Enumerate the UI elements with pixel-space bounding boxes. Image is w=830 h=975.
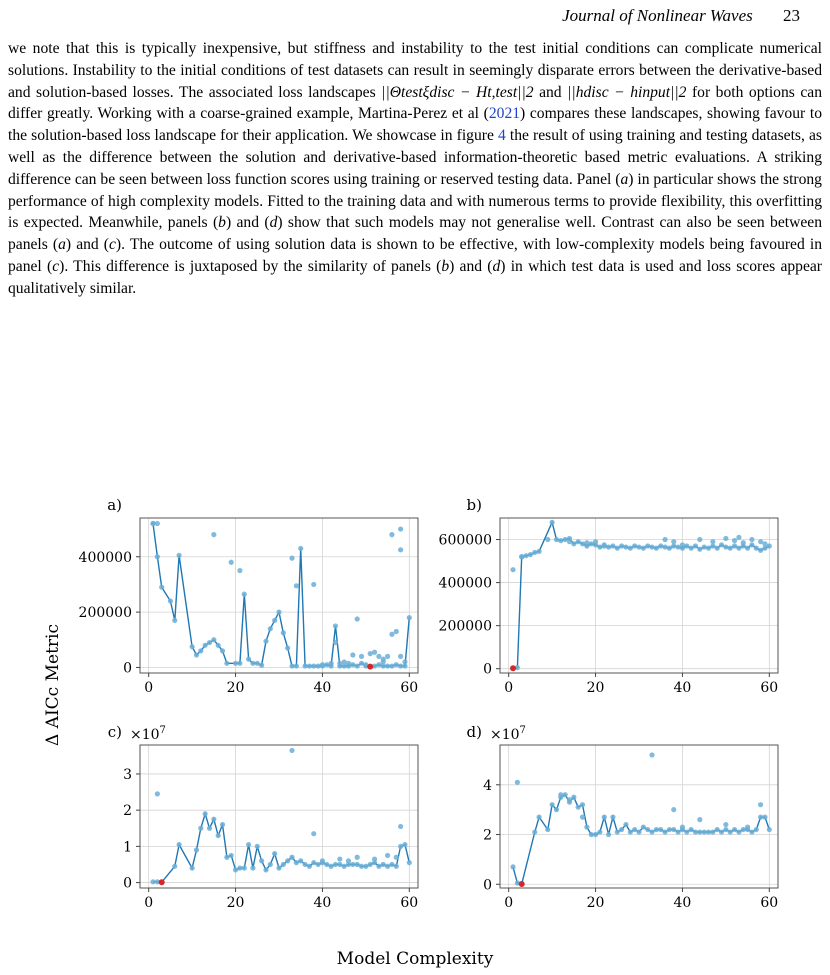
y-tick-label: 2 xyxy=(123,803,132,820)
data-point xyxy=(680,542,685,547)
data-point xyxy=(606,832,611,837)
x-tick-label: 60 xyxy=(400,680,419,696)
data-point xyxy=(263,867,268,872)
data-point xyxy=(337,856,342,861)
data-point xyxy=(532,550,537,555)
panel-ref: d xyxy=(492,257,501,275)
data-point xyxy=(558,538,563,543)
data-point xyxy=(272,851,277,856)
data-point xyxy=(285,645,290,650)
data-point xyxy=(394,864,399,869)
series-line xyxy=(513,795,769,884)
data-point xyxy=(671,827,676,832)
x-tick-label: 20 xyxy=(586,895,605,911)
data-point xyxy=(510,567,515,572)
data-point xyxy=(697,817,702,822)
data-point xyxy=(359,654,364,659)
data-point xyxy=(203,643,208,648)
data-point xyxy=(250,865,255,870)
data-point xyxy=(593,832,598,837)
data-point xyxy=(545,827,550,832)
data-point xyxy=(532,829,537,834)
data-point xyxy=(571,795,576,800)
y-tick-label: 4 xyxy=(483,777,492,794)
data-point xyxy=(311,582,316,587)
data-point xyxy=(593,539,598,544)
best-model-point xyxy=(159,879,165,885)
x-tick-label: 40 xyxy=(313,895,332,911)
data-point xyxy=(294,583,299,588)
data-point xyxy=(702,544,707,549)
data-point xyxy=(558,792,563,797)
data-point xyxy=(281,862,286,867)
y-tick-label: 2 xyxy=(483,827,492,844)
data-point xyxy=(749,829,754,834)
data-point xyxy=(536,549,541,554)
y-tick-label: 200000 xyxy=(78,605,132,622)
data-point xyxy=(510,864,515,869)
aicc-figure xyxy=(0,480,830,975)
data-point xyxy=(732,827,737,832)
best-model-point xyxy=(367,664,373,670)
data-point xyxy=(346,661,351,666)
data-point xyxy=(623,544,628,549)
data-point xyxy=(194,847,199,852)
data-point xyxy=(628,829,633,834)
data-point xyxy=(259,858,264,863)
panel-ref: b xyxy=(218,214,226,232)
data-point xyxy=(198,648,203,653)
data-point xyxy=(255,844,260,849)
data-point xyxy=(576,805,581,810)
data-point xyxy=(320,858,325,863)
data-point xyxy=(767,827,772,832)
x-tick-label: 40 xyxy=(673,680,692,696)
data-point xyxy=(246,657,251,662)
data-point xyxy=(268,862,273,867)
data-point xyxy=(602,815,607,820)
data-point xyxy=(394,855,399,860)
data-point xyxy=(736,829,741,834)
text-run: ) and ( xyxy=(65,236,109,254)
data-point xyxy=(649,544,654,549)
y-tick-label: 0 xyxy=(123,875,132,892)
data-point xyxy=(754,827,759,832)
y-tick-label: 0 xyxy=(123,660,132,677)
x-tick-label: 60 xyxy=(760,895,779,911)
panel-label: a) xyxy=(107,496,122,514)
data-point xyxy=(176,842,181,847)
data-point xyxy=(715,827,720,832)
data-point xyxy=(741,540,746,545)
data-point xyxy=(649,829,654,834)
panel-label: b) xyxy=(466,496,482,514)
data-point xyxy=(645,827,650,832)
text-run: ) and ( xyxy=(225,214,270,232)
data-point xyxy=(728,829,733,834)
data-point xyxy=(602,542,607,547)
data-point xyxy=(172,864,177,869)
data-point xyxy=(398,526,403,531)
panel-ref: d xyxy=(269,214,278,232)
math-norm-2: ||hdisc − hinput||2 xyxy=(567,83,687,101)
data-point xyxy=(385,853,390,858)
data-point xyxy=(689,827,694,832)
data-point xyxy=(649,752,654,757)
data-point xyxy=(710,539,715,544)
data-point xyxy=(211,637,216,642)
data-point xyxy=(762,815,767,820)
data-point xyxy=(719,829,724,834)
data-point xyxy=(311,831,316,836)
data-point xyxy=(580,815,585,820)
data-point xyxy=(281,630,286,635)
text-run: ) show that such models may not generalise well. Contrast can also be seen between panels ( xyxy=(8,214,822,254)
data-point xyxy=(762,541,767,546)
data-point xyxy=(597,829,602,834)
text-run: we note that this is typically inexpensive, but stiffness and instability to the test initial conditions can complicate numerical solutions. Instability to the initial conditions of test datasets can result in seemingly disparate errors between the derivative-based and solution-based losses. The associated loss landscapes xyxy=(8,40,822,101)
data-point xyxy=(662,537,667,542)
data-point xyxy=(263,639,268,644)
data-point xyxy=(229,853,234,858)
data-point xyxy=(389,632,394,637)
data-point xyxy=(554,807,559,812)
figure-ylabel: Δ AICc Metric xyxy=(43,624,63,746)
data-point xyxy=(658,827,663,832)
data-point xyxy=(641,824,646,829)
x-tick-label: 0 xyxy=(144,895,154,911)
data-point xyxy=(636,544,641,549)
text-run: ) and ( xyxy=(449,257,493,275)
data-point xyxy=(381,659,386,664)
x-tick-label: 0 xyxy=(144,680,154,696)
data-point xyxy=(636,829,641,834)
data-point xyxy=(237,661,242,666)
data-point xyxy=(693,543,698,548)
plot-frame xyxy=(140,518,418,673)
data-point xyxy=(723,822,728,827)
text-run: for both options can differ greatly. Working with a coarse-grained example, Martina-Perez et al ( xyxy=(8,83,823,123)
data-point xyxy=(623,822,628,827)
data-point xyxy=(658,543,663,548)
panel-ref: c xyxy=(52,257,60,275)
data-point xyxy=(407,860,412,865)
data-point xyxy=(545,537,550,542)
data-point xyxy=(246,842,251,847)
data-point xyxy=(216,643,221,648)
plot-frame xyxy=(500,745,778,888)
data-point xyxy=(732,538,737,543)
data-point xyxy=(203,811,208,816)
data-point xyxy=(619,827,624,832)
data-point xyxy=(376,654,381,659)
data-point xyxy=(610,815,615,820)
data-point xyxy=(155,554,160,559)
data-point xyxy=(276,865,281,870)
data-point xyxy=(736,535,741,540)
data-point xyxy=(168,598,173,603)
data-point xyxy=(355,663,360,668)
data-point xyxy=(333,640,338,645)
panel-label: c) xyxy=(107,723,122,741)
data-point xyxy=(220,648,225,653)
data-point xyxy=(207,640,212,645)
data-point xyxy=(320,662,325,667)
data-point xyxy=(211,532,216,537)
data-point xyxy=(632,543,637,548)
citation-link[interactable]: 2021 xyxy=(488,105,521,123)
running-header xyxy=(0,6,800,26)
data-point xyxy=(536,815,541,820)
axis-scale-label: $\times 10^7$ xyxy=(490,725,526,743)
chart-panel-4 xyxy=(467,723,779,911)
data-point xyxy=(229,560,234,565)
y-tick-label: 600000 xyxy=(438,532,492,549)
data-point xyxy=(615,829,620,834)
y-tick-label: 400000 xyxy=(78,549,132,566)
data-point xyxy=(350,652,355,657)
data-point xyxy=(355,855,360,860)
best-model-point xyxy=(510,665,516,671)
data-point xyxy=(194,652,199,657)
data-point xyxy=(385,654,390,659)
data-point xyxy=(580,802,585,807)
data-point xyxy=(697,537,702,542)
data-point xyxy=(632,827,637,832)
data-point xyxy=(276,610,281,615)
data-point xyxy=(394,629,399,634)
data-point xyxy=(155,521,160,526)
data-point xyxy=(355,616,360,621)
text-run: ) in which test data is used and loss scores appear qualitatively similar. xyxy=(8,257,822,297)
data-point xyxy=(216,833,221,838)
chart-panel-1 xyxy=(79,496,419,696)
data-point xyxy=(329,661,334,666)
data-point xyxy=(372,856,377,861)
data-point xyxy=(259,663,264,668)
y-tick-label: 200000 xyxy=(438,618,492,635)
data-point xyxy=(680,824,685,829)
data-point xyxy=(550,802,555,807)
series-line xyxy=(153,814,409,882)
data-point xyxy=(272,618,277,623)
data-point xyxy=(398,824,403,829)
x-tick-label: 0 xyxy=(504,895,514,911)
data-point xyxy=(346,858,351,863)
data-point xyxy=(749,537,754,542)
data-point xyxy=(584,824,589,829)
data-point xyxy=(220,822,225,827)
figure-link[interactable]: 4 xyxy=(497,127,506,145)
data-point xyxy=(190,865,195,870)
data-point xyxy=(268,626,273,631)
data-point xyxy=(662,544,667,549)
data-point xyxy=(584,540,589,545)
panel-ref: a xyxy=(620,170,629,188)
data-point xyxy=(285,858,290,863)
data-point xyxy=(723,536,728,541)
data-point xyxy=(402,659,407,664)
data-point xyxy=(389,532,394,537)
data-point xyxy=(172,618,177,623)
body-paragraph xyxy=(8,38,822,300)
data-point xyxy=(190,644,195,649)
data-point xyxy=(333,623,338,628)
data-point xyxy=(723,544,728,549)
data-point xyxy=(407,615,412,620)
data-point xyxy=(675,829,680,834)
x-tick-label: 20 xyxy=(586,680,605,696)
data-point xyxy=(289,855,294,860)
data-point xyxy=(749,542,754,547)
x-tick-label: 20 xyxy=(226,680,245,696)
text-run: and xyxy=(533,83,568,101)
text-run: the result of using training and testing datasets, as well as the difference between the solution and derivative-based information-theoretic based metric evaluations. A striking difference can be seen between loss function scores using training or reserved testing data. Panel ( xyxy=(8,127,822,188)
data-point xyxy=(715,546,720,551)
y-tick-label: 400000 xyxy=(438,575,492,592)
data-point xyxy=(671,539,676,544)
x-tick-label: 60 xyxy=(760,680,779,696)
data-point xyxy=(645,543,650,548)
data-point xyxy=(662,829,667,834)
data-point xyxy=(289,556,294,561)
data-point xyxy=(723,827,728,832)
page-number: 23 xyxy=(783,6,800,25)
data-point xyxy=(550,520,555,525)
data-point xyxy=(289,748,294,753)
panel-ref: b xyxy=(441,257,450,275)
data-point xyxy=(398,654,403,659)
data-point xyxy=(176,553,181,558)
data-point xyxy=(198,826,203,831)
data-point xyxy=(242,592,247,597)
axis-scale-label: $\times 10^7$ xyxy=(130,725,166,743)
text-run: ) compares these landscapes, showing favour to the solution-based loss landscape for their application. We showcase in figure xyxy=(8,105,822,145)
best-model-point xyxy=(519,881,525,887)
data-point xyxy=(294,663,299,668)
y-tick-label: 3 xyxy=(123,766,132,783)
data-point xyxy=(745,824,750,829)
x-tick-label: 0 xyxy=(504,680,514,696)
journal-name: Journal of Nonlinear Waves xyxy=(562,6,753,25)
panel-label: d) xyxy=(466,723,482,741)
panel-ref: c xyxy=(109,236,116,254)
text-run: ) in particular shows the strong performance of high complexity models. Fitted to the training data and with numerous terms to provide flexibility, this overfitting is expected. Meanwhile, panels ( xyxy=(8,170,822,232)
data-point xyxy=(745,546,750,551)
data-point xyxy=(523,553,528,558)
data-point xyxy=(758,802,763,807)
data-point xyxy=(710,829,715,834)
y-tick-label: 0 xyxy=(483,661,492,678)
data-point xyxy=(515,780,520,785)
data-point xyxy=(298,858,303,863)
data-point xyxy=(224,661,229,666)
data-point xyxy=(207,826,212,831)
text-run: ). This difference is juxtaposed by the similarity of panels ( xyxy=(59,257,442,275)
figure-xlabel: Model Complexity xyxy=(336,949,494,969)
y-tick-label: 0 xyxy=(483,877,492,894)
data-point xyxy=(155,791,160,796)
data-point xyxy=(211,817,216,822)
data-point xyxy=(402,842,407,847)
data-point xyxy=(519,554,524,559)
text-run: ). The outcome of using solution data is shown to be effective, with low-complexity models being favoured in panel ( xyxy=(8,236,822,275)
data-point xyxy=(337,661,342,666)
panel-ref: a xyxy=(58,236,66,254)
x-tick-label: 20 xyxy=(226,895,245,911)
data-point xyxy=(567,797,572,802)
data-point xyxy=(159,585,164,590)
data-point xyxy=(242,865,247,870)
data-point xyxy=(237,568,242,573)
data-point xyxy=(372,650,377,655)
data-point xyxy=(671,807,676,812)
chart-panel-2 xyxy=(439,496,779,696)
x-tick-label: 40 xyxy=(673,895,692,911)
series-line xyxy=(513,522,769,668)
x-tick-label: 60 xyxy=(400,895,419,911)
data-point xyxy=(684,829,689,834)
data-point xyxy=(619,543,624,548)
data-point xyxy=(298,546,303,551)
data-point xyxy=(554,537,559,542)
data-point xyxy=(307,864,312,869)
y-tick-label: 1 xyxy=(123,839,132,856)
data-point xyxy=(567,539,572,544)
math-norm-1: ||Θtestξdisc − Ht,test||2 xyxy=(381,83,534,101)
x-tick-label: 40 xyxy=(313,680,332,696)
data-point xyxy=(398,547,403,552)
chart-panel-3 xyxy=(108,723,418,911)
